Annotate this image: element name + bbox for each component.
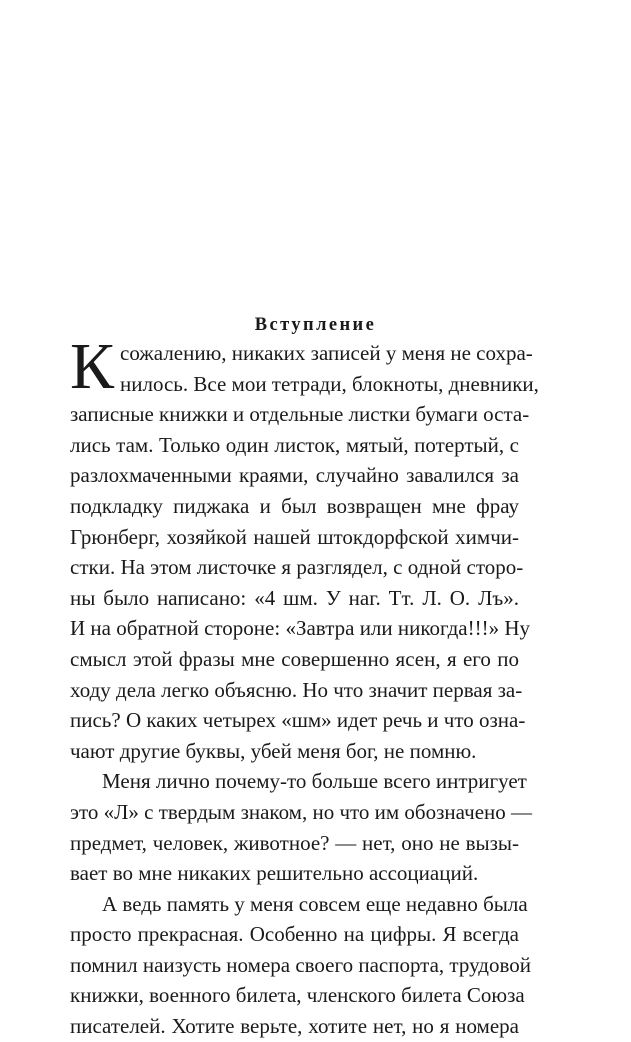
text-line: нилось. Все мои тетради, блокноты, дневники,: [120, 371, 539, 396]
text-line: писателей. Хотите верьте, хотите нет, но я номера: [70, 1014, 519, 1039]
text-line: разлохмаченными краями, случайно завалился за: [70, 463, 519, 488]
text-line: предмет, человек, животное? — нет, оно не вызы-: [70, 830, 519, 855]
text-line: чают другие буквы, убей меня бог, не помню.: [70, 738, 477, 763]
drop-cap: К: [70, 330, 115, 403]
text-line: И на обратной стороне: «Завтра или никогда!!!» Ну: [70, 616, 530, 641]
text-line: сожалению, никаких записей у меня не сохра-: [120, 341, 533, 365]
text-line: записные книжки и отдельные листки бумаги оста-: [70, 402, 530, 427]
paragraph-3: [70, 889, 531, 1042]
text-line: стки. На этом листочке я разглядел, с одной сторо-: [70, 555, 524, 580]
text-line: ны было написано: «4 шм. У наг. Тт. Л. О. Лъ».: [70, 585, 519, 610]
text-line: А ведь память у меня совсем еще недавно была: [102, 891, 528, 916]
text-line: смысл этой фразы мне совершенно ясен, я его по: [70, 646, 519, 671]
body-text: [70, 330, 539, 1042]
drop-cap-group: [70, 330, 539, 403]
text-line: вает во мне никаких решительно ассоциаций.: [70, 861, 479, 886]
text-line: Меня лично почему-то больше всего интригует: [102, 769, 527, 794]
paragraph-2: [70, 766, 532, 888]
text-line: это «Л» с твердым знаком, но что им обозначено —: [70, 799, 532, 824]
text-line: лись там. Только один листок, мятый, потертый, с: [70, 432, 519, 457]
text-line: ходу дела легко объясню. Но что значит первая за-: [70, 677, 523, 702]
chapter-title: Вступление: [254, 315, 377, 335]
text-line: книжки, военного билета, членского билета Союза: [70, 983, 525, 1008]
text-line: Грюнберг, хозяйкой нашей штокдорфской химчи-: [70, 524, 519, 549]
text-line: пись? О каких четырех «шм» идет речь и что озна-: [70, 708, 526, 733]
text-line: помнил наизусть номера своего паспорта, трудовой: [70, 952, 531, 977]
paragraph-1: [70, 330, 539, 766]
text-line: подкладку пиджака и был возвращен мне фрау: [70, 493, 519, 518]
text-line: просто прекрасная. Особенно на цифры. Я всегда: [70, 922, 519, 947]
